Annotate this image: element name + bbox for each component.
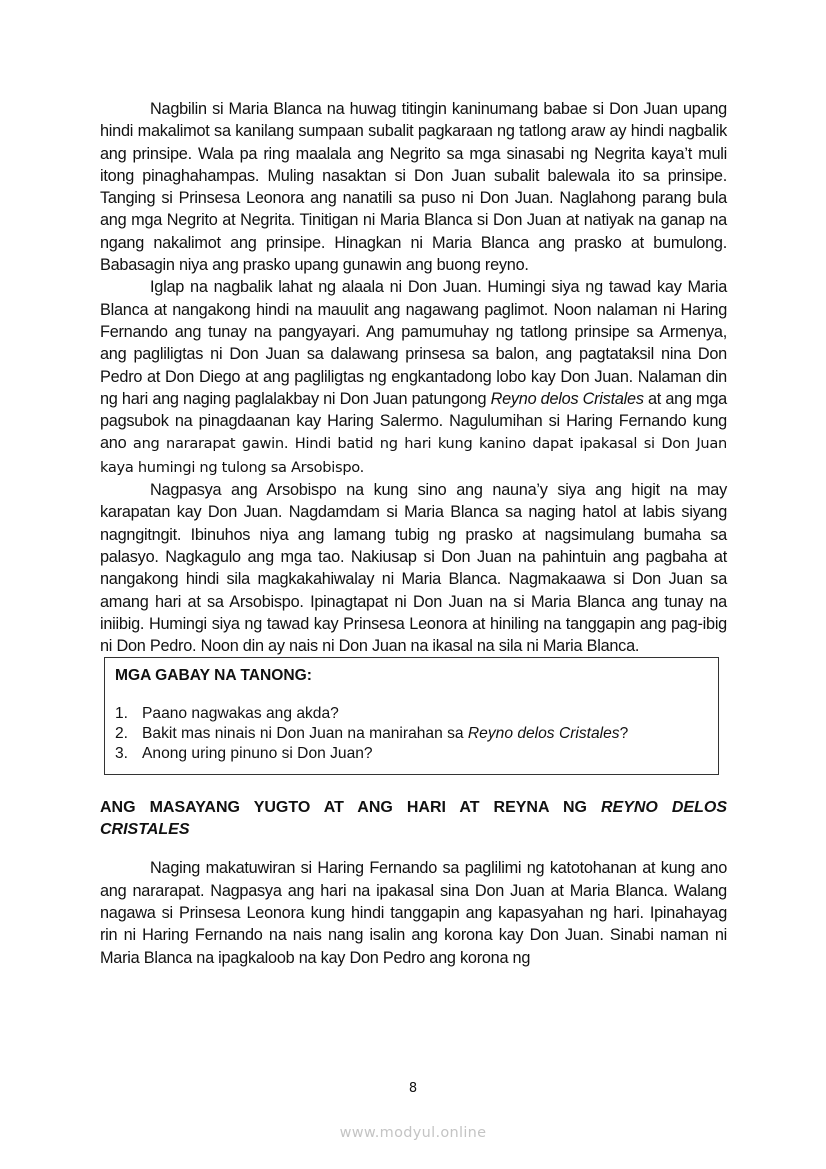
paragraph-1: Nagbilin si Maria Blanca na huwag titingin kaninumang babae si Don Juan upang hindi makalimot sa kanilang sumpaan subalit pagkaraan ng tatlong araw ay hindi nagbalik ang prinsipe. Wala pa ring maalala ang Negrito sa mga sinasabi ng Negrita kaya’t muli itong pinaghahampas. Muling nasaktan si Don Juan subalit balewala ito sa prinsipe. Tanging si Prinsesa Leonora ang nanatili sa puso ni Don Juan. Naglahong parang bula ang mga Negrito at Negrita. Tinitigan ni Maria Blanca si Don Juan at natiyak na ganap na ngang nakalimot ang prinsipe. Hinagkan ni Maria Blanca ang prasko at bumulong. Babasagin niya ang prasko upang gunawin ang buong reyno. — [100, 100, 727, 275]
paragraph-2-text-a: Iglap na nagbalik lahat ng alaala ni Don Juan. Humingi siya ng tawad kay Maria Blanca at nangakong hindi na mauulit ang nagawang paglimot. Noon nalaman ni Haring Fernando ang tunay na pangyayari. Ang pamumuhay ng tatlong prinsipe sa Armenya, ang pagliligtas ni Don Juan sa dalawang prinsesa sa balon, ang pagtataksil nina Don Pedro at Don Diego at ang pagliligtas ng engkantadong lobo kay Don Juan. Nalaman din ng hari ang naging paglalakbay ni Don Juan patungong — [100, 278, 727, 408]
guide-question — [115, 724, 708, 744]
section-heading-italic: REYNO DELOS CRISTALES — [100, 799, 727, 839]
paragraph-2-italic-title: Reyno delos Cristales — [490, 389, 644, 408]
paragraph-2-text-c: ang nararapat gawin. Hindi batid ng hari kung kanino dapat ipakasal si Don Juan kaya humingi ng tulong sa Arsobispo. — [100, 435, 727, 476]
question-number: 2. — [115, 725, 129, 743]
question-text: Paano nagwakas ang akda? — [142, 705, 339, 723]
guide-question — [115, 744, 708, 764]
question-italic-title: Reyno delos Cristales — [467, 725, 620, 743]
guide-questions-title: MGA GABAY NA TANONG: — [115, 667, 312, 685]
paragraph-4: Naging makatuwiran si Haring Fernando sa paglilimi ng katotohanan at kung ano ang nararapat. Nagpasya ang hari na ipakasal sina Don Juan at Maria Blanca. Walang nagawa si Prinsesa Leonora kung hindi tanggapin ang kapasyahan ng hari. Ipinahayag rin ni Haring Fernando na nais nang isalin ang korona kay Don Juan. Sinabi naman ni Maria Blanca na ipagkaloob na kay Don Pedro ang korona ng — [100, 859, 727, 967]
question-number: 1. — [115, 705, 129, 723]
question-text-a: Bakit mas ninais ni Don Juan na manirahan sa — [142, 725, 468, 743]
question-number: 3. — [115, 745, 129, 763]
watermark: www.modyul.online — [339, 1125, 487, 1141]
question-text — [142, 724, 628, 744]
section-heading — [100, 797, 727, 841]
paragraph-2 — [100, 276, 727, 479]
guide-questions-list — [115, 704, 708, 764]
question-text: Anong uring pinuno si Don Juan? — [142, 745, 373, 763]
page-number: 8 — [408, 1081, 418, 1096]
guide-question — [115, 704, 708, 724]
question-text-b: ? — [619, 725, 629, 743]
section-heading-text: ANG MASAYANG YUGTO AT ANG HARI AT REYNA NG — [100, 799, 601, 817]
paragraph-3: Nagpasya ang Arsobispo na kung sino ang nauna’y siya ang higit na may karapatan kay Don Juan. Nagdamdam si Maria Blanca sa naging hatol at labis siyang nagngitngit. Ibinuhos niya ang lamang tubig ng prasko at nagsimulang bumaha sa palasyo. Nagkagulo ang mga tao. Nakiusap si Don Juan na pahintuin ang pagbaha at nangakong hindi sila magkakahiwalay ni Maria Blanca. Nagmakaawa si Don Juan sa amang hari at sa Arsobispo. Ipinagtapat ni Don Juan na si Maria Blanca ang tunay na iniibig. Humingi siya ng tawad kay Prinsesa Leonora at hiniling na tanggapin ang pag-ibig ni Don Pedro. Noon din ay nais ni Don Juan na ikasal na sila ni Maria Blanca. — [100, 481, 727, 656]
guide-questions-box — [104, 657, 719, 775]
paragraph-2-text-b: at ang mga pagsubok na pinagdaanan kay Haring Salermo. Nagulumihan si Haring Fernando kung ano — [100, 389, 727, 453]
page-content — [100, 98, 727, 969]
